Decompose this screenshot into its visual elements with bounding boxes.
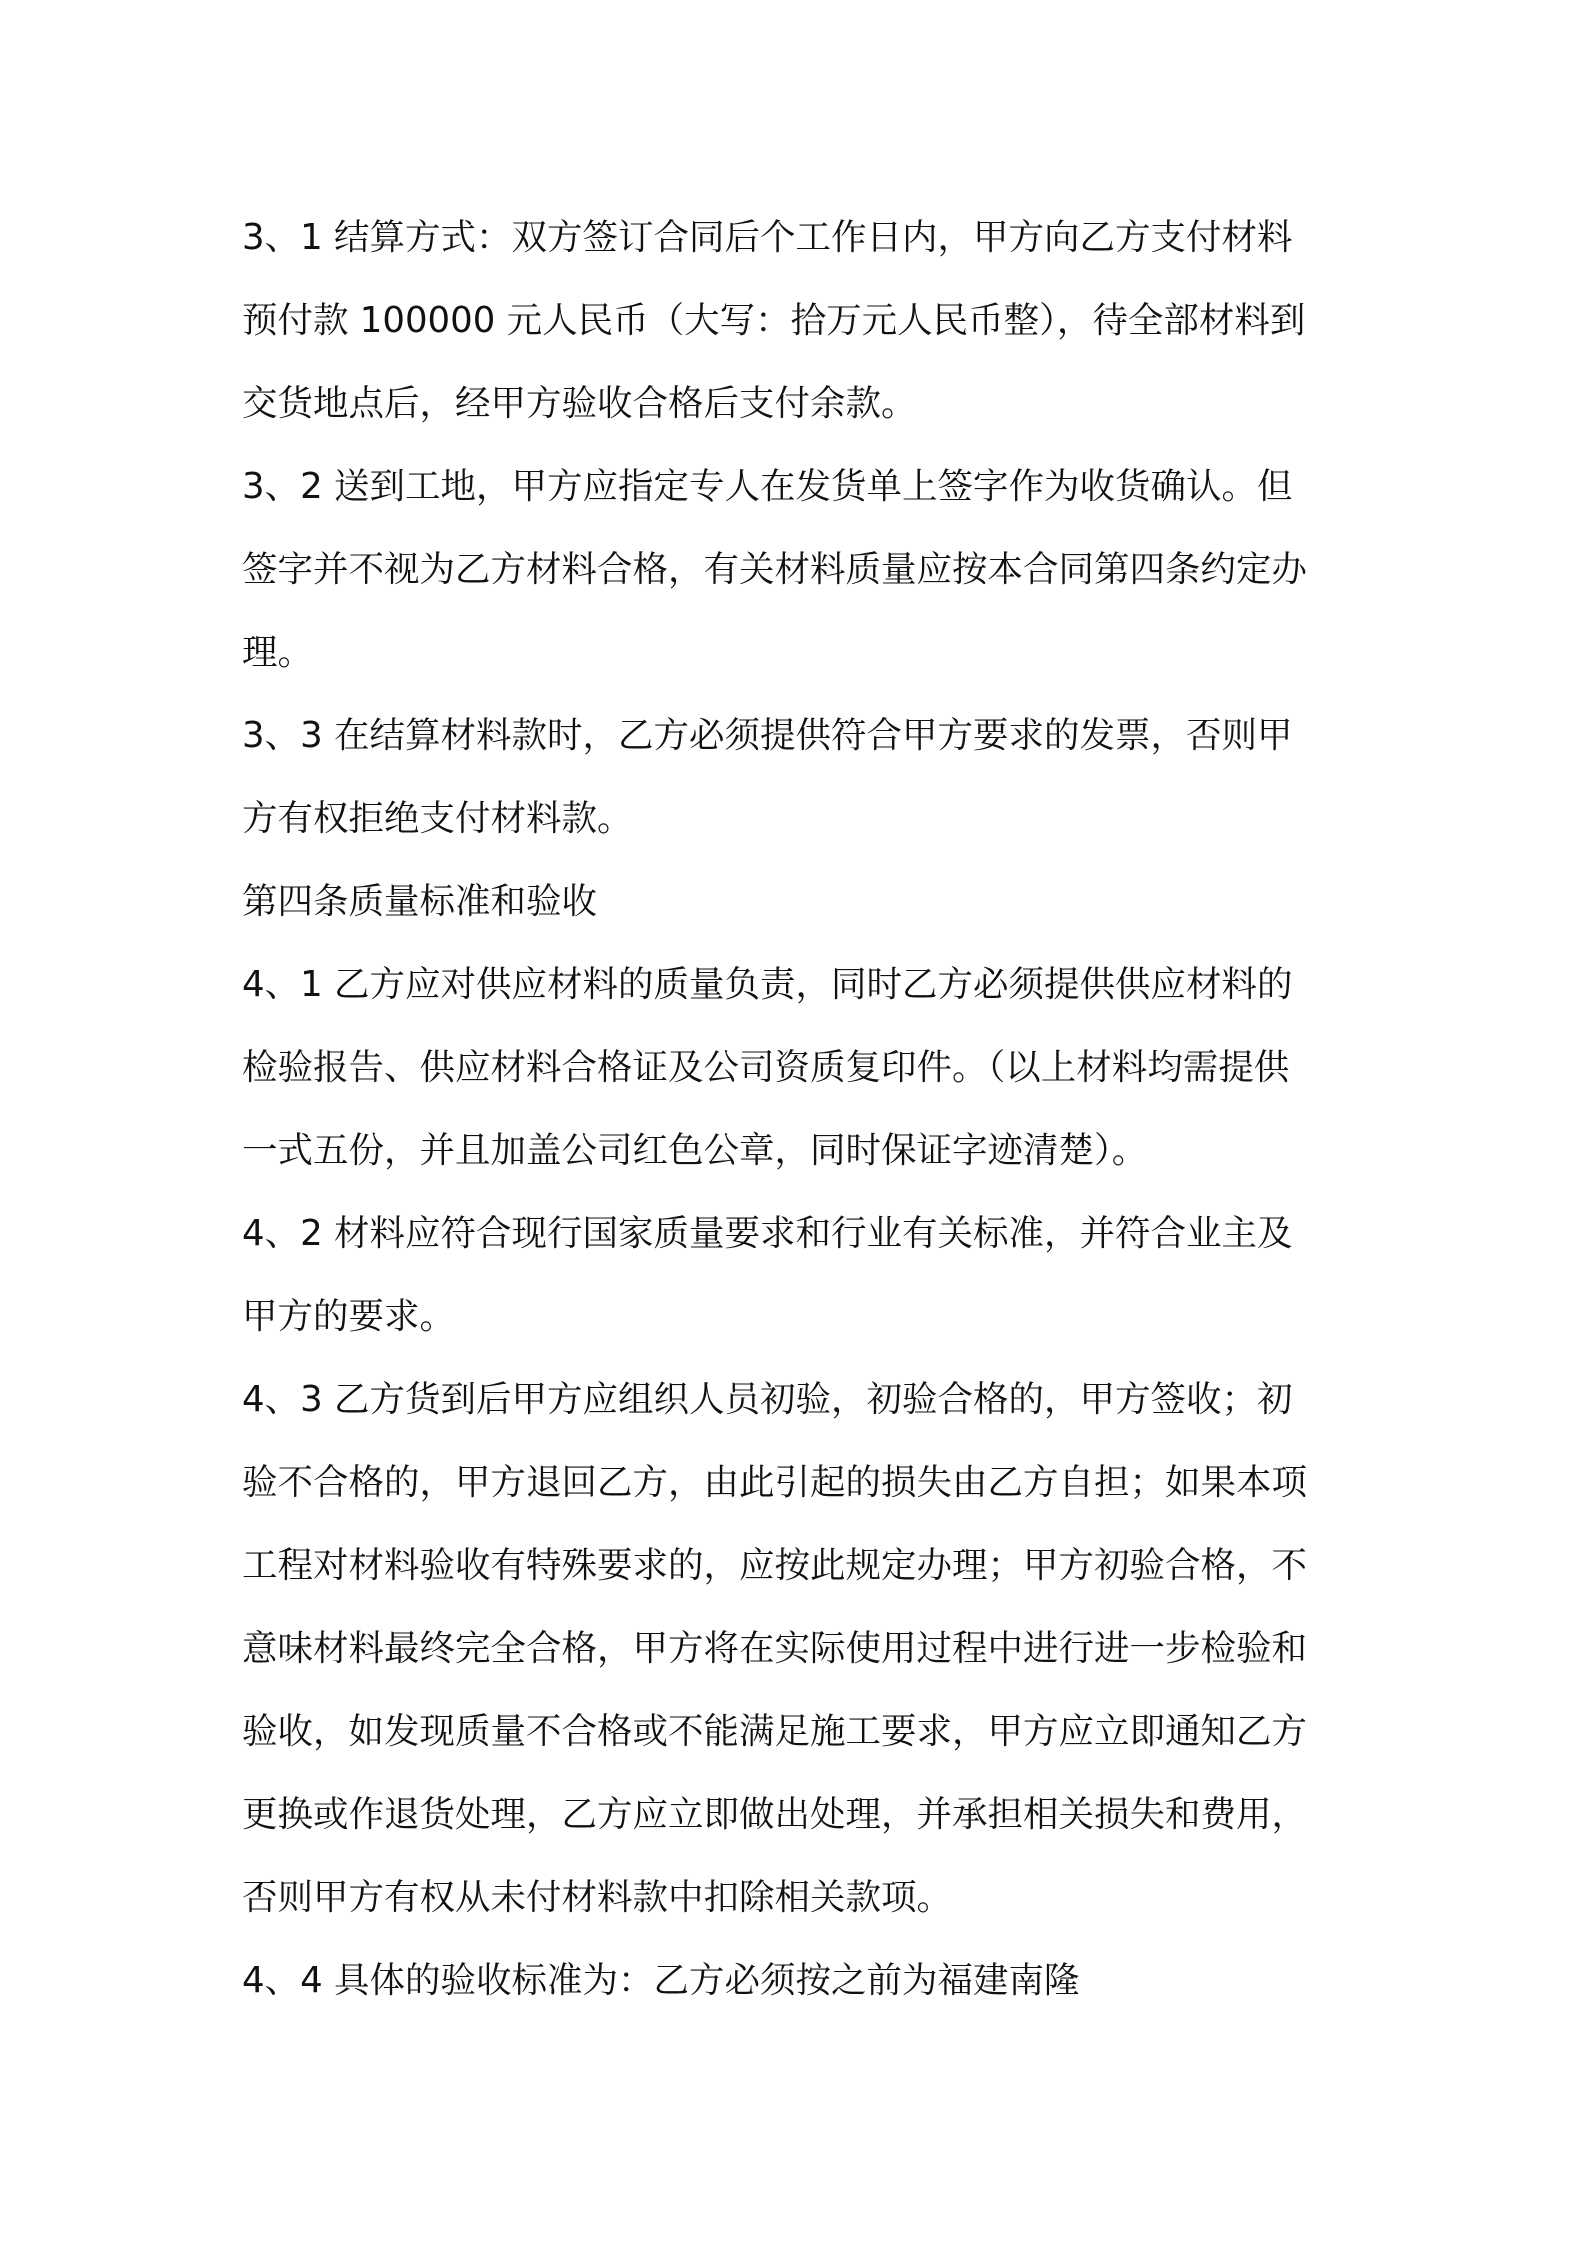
text-line: 3、3 在结算材料款时，乙方必须提供符合甲方要求的发票，否则甲 [242, 715, 1293, 756]
document-body [242, 196, 1362, 2022]
text-line: 签字并不视为乙方材料合格，有关材料质量应按本合同第四条约定办 [242, 549, 1308, 590]
text-line: 4、1 乙方应对供应材料的质量负责，同时乙方必须提供供应材料的 [242, 964, 1293, 1005]
text-line: 方有权拒绝支付材料款。 [242, 798, 633, 839]
text-line: 预付款 100000 元人民币（大写：拾万元人民币整），待全部材料到 [242, 300, 1306, 341]
text-line: 3、2 送到工地，甲方应指定专人在发货单上签字作为收货确认。但 [242, 466, 1293, 507]
text-line: 否则甲方有权从未付材料款中扣除相关款项。 [242, 1877, 953, 1918]
text-line: 交货地点后，经甲方验收合格后支付余款。 [242, 383, 917, 424]
text-line: 更换或作退货处理，乙方应立即做出处理，并承担相关损失和费用， [242, 1794, 1308, 1835]
text-line: 4、2 材料应符合现行国家质量要求和行业有关标准，并符合业主及 [242, 1213, 1293, 1254]
text-line: 检验报告、供应材料合格证及公司资质复印件。（以上材料均需提供 [242, 1047, 1290, 1088]
text-line: 3、1 结算方式：双方签订合同后个工作日内，甲方向乙方支付材料 [242, 217, 1293, 258]
text-line: 验不合格的，甲方退回乙方，由此引起的损失由乙方自担；如果本项 [242, 1462, 1308, 1503]
text-line: 验收，如发现质量不合格或不能满足施工要求，甲方应立即通知乙方 [242, 1711, 1308, 1752]
text-line: 4、3 乙方货到后甲方应组织人员初验，初验合格的，甲方签收；初 [242, 1379, 1293, 1420]
text-line: 甲方的要求。 [242, 1296, 456, 1337]
text-line: 一式五份，并且加盖公司红色公章，同时保证字迹清楚）。 [242, 1130, 1148, 1171]
text-line: 意味材料最终完全合格，甲方将在实际使用过程中进行进一步检验和 [242, 1628, 1308, 1669]
section-heading: 第四条质量标准和验收 [242, 881, 598, 922]
text-line: 4、4 具体的验收标准为：乙方必须按之前为福建南隆 [242, 1960, 1080, 2001]
text-line: 工程对材料验收有特殊要求的，应按此规定办理；甲方初验合格，不 [242, 1545, 1308, 1586]
text-line: 理。 [242, 632, 314, 673]
